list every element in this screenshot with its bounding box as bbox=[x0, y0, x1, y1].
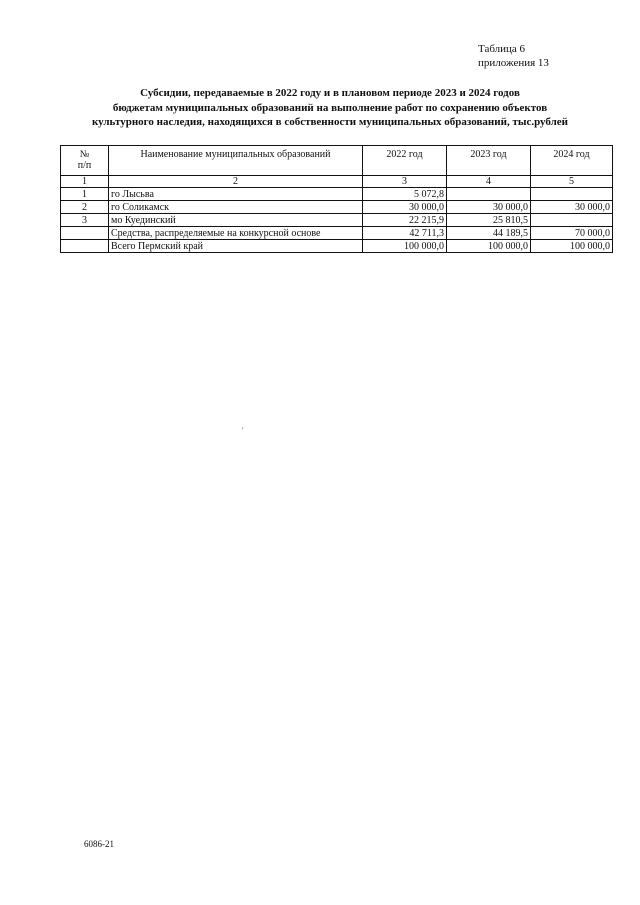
row-value-2024: 100 000,0 bbox=[531, 240, 613, 253]
row-name: го Соликамск bbox=[109, 201, 363, 214]
title-line-1: Субсидии, передаваемые в 2022 году и в плановом периоде 2023 и 2024 годов bbox=[140, 87, 520, 99]
header-number-line-2: п/п bbox=[77, 160, 92, 171]
title-line-3: культурного наследия, находящихся в собственности муниципальных образований, тыс.рублей bbox=[91, 116, 569, 128]
row-value-2024 bbox=[531, 214, 613, 227]
row-name: го Лысьва bbox=[109, 188, 363, 201]
row-number: 1 bbox=[61, 188, 109, 201]
table-row bbox=[61, 201, 613, 214]
row-number: 2 bbox=[61, 201, 109, 214]
row-value-2022: 22 215,9 bbox=[363, 214, 447, 227]
row-value-2022: 100 000,0 bbox=[363, 240, 447, 253]
row-value-2024: 30 000,0 bbox=[531, 201, 613, 214]
scan-mark: ' bbox=[242, 426, 244, 435]
row-value-2023: 25 810,5 bbox=[447, 214, 531, 227]
column-number: 4 bbox=[447, 176, 531, 188]
header-2023: 2023 год bbox=[447, 146, 531, 176]
document-title bbox=[70, 86, 590, 130]
table-header-row bbox=[61, 146, 613, 176]
row-value-2023: 100 000,0 bbox=[447, 240, 531, 253]
row-value-2024: 70 000,0 bbox=[531, 227, 613, 240]
table-row bbox=[61, 227, 613, 240]
row-value-2023: 30 000,0 bbox=[447, 201, 531, 214]
row-value-2022: 30 000,0 bbox=[363, 201, 447, 214]
appendix-label: приложения 13 bbox=[478, 57, 549, 69]
row-value-2023 bbox=[447, 188, 531, 201]
header-name: Наименование муниципальных образований bbox=[109, 146, 363, 176]
row-name: Всего Пермский край bbox=[109, 240, 363, 253]
row-value-2023: 44 189,5 bbox=[447, 227, 531, 240]
table-label: Таблица 6 bbox=[478, 43, 526, 55]
total-row bbox=[61, 240, 613, 253]
header-number bbox=[61, 146, 109, 176]
row-number bbox=[61, 240, 109, 253]
table-row bbox=[61, 214, 613, 227]
header-2022: 2022 год bbox=[363, 146, 447, 176]
row-number: 3 bbox=[61, 214, 109, 227]
row-name: мо Куединский bbox=[109, 214, 363, 227]
column-number: 3 bbox=[363, 176, 447, 188]
table-row bbox=[61, 188, 613, 201]
title-line-2: бюджетам муниципальных образований на выполнение работ по сохранению объектов bbox=[112, 101, 548, 114]
row-value-2022: 42 711,3 bbox=[363, 227, 447, 240]
row-value-2022: 5 072,8 bbox=[363, 188, 447, 201]
column-number: 2 bbox=[109, 176, 363, 188]
row-value-2024 bbox=[531, 188, 613, 201]
column-number: 1 bbox=[61, 176, 109, 188]
column-number-row bbox=[61, 176, 613, 188]
header-2024: 2024 год bbox=[531, 146, 613, 176]
subsidy-table bbox=[60, 145, 613, 253]
row-name: Средства, распределяемые на конкурсной основе bbox=[109, 227, 363, 240]
document-code: 6086-21 bbox=[84, 839, 114, 849]
table-reference bbox=[478, 42, 598, 70]
row-number bbox=[61, 227, 109, 240]
header-number-line-1: № bbox=[79, 149, 90, 160]
column-number: 5 bbox=[531, 176, 613, 188]
